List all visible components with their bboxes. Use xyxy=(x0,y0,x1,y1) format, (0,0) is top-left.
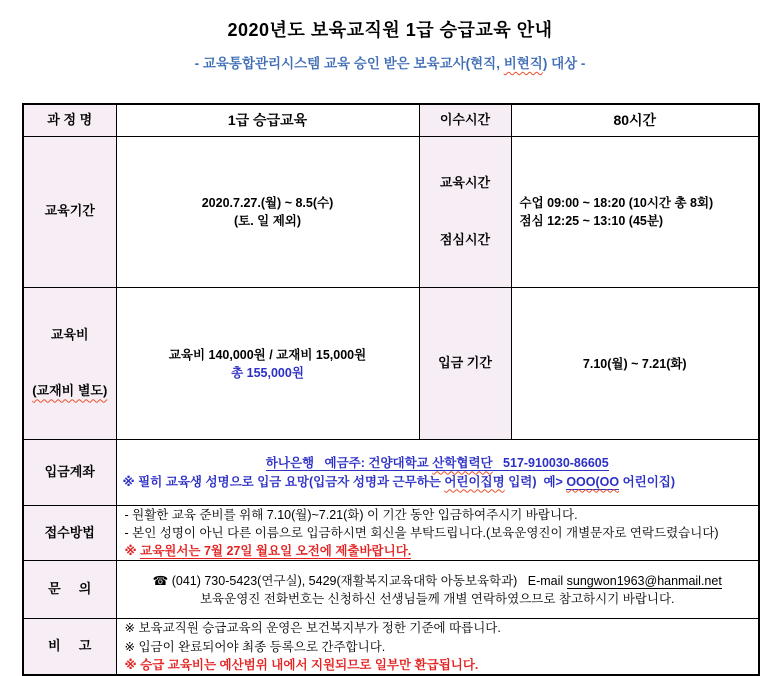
period-label: 교육기간 xyxy=(23,136,116,288)
account-label: 입금계좌 xyxy=(23,440,116,506)
inquiry-phone-email-line: ☎ (041) 730-5423(연구실), 5429(재활복지교육대학 아동보육학과) E-mail sungwon1963@hanmail.net xyxy=(152,573,722,588)
note-line-2: ※ 입금이 완료되어야 최종 등록으로 간주합니다. xyxy=(124,639,386,654)
application-line-3: ※ 교육원서는 7월 27일 월요일 오전에 제출바랍니다. xyxy=(124,544,412,559)
period-value-line1: 2020.7.27.(월) ~ 8.5(수) xyxy=(201,195,334,210)
lunch-time: 점심 12:25 ~ 13:10 (45분) xyxy=(519,213,664,228)
row-course xyxy=(23,104,759,136)
row-period-times xyxy=(23,136,759,288)
fee-breakdown: 교육비 140,000원 / 교재비 15,000원 xyxy=(168,347,367,362)
fee-value xyxy=(116,288,419,440)
period-value-line2: (토. 일 제외) xyxy=(233,213,302,228)
class-time: 수업 09:00 ~ 18:20 (10시간 총 8회) xyxy=(519,195,714,210)
row-fee-deposit xyxy=(23,288,759,440)
inquiry-value xyxy=(116,561,759,619)
application-line-2: - 본인 성명이 아닌 다른 이름으로 입금하시면 회신을 부탁드립니다.(보육운영진이 개별문자로 연락드렸습니다) xyxy=(124,526,719,541)
times-label-line1: 교육시간 xyxy=(439,175,491,191)
times-value xyxy=(511,136,759,288)
deposit-period-label: 입금 기간 xyxy=(419,288,511,440)
deposit-instruction-line: ※ 필히 교육생 성명으로 입금 요망(입금자 성명과 근무하는 어린이집명 입력) 예> OOO(OO 어린이집) xyxy=(122,474,676,489)
hours-value: 80시간 xyxy=(511,104,759,136)
application-line-1: - 원활한 교육 준비를 위해 7.10(월)~7.21(화) 이 기간 동안 입금하여주시기 바랍니다. xyxy=(124,508,578,522)
note-value xyxy=(116,619,759,675)
note-line-3: ※ 승급 교육비는 예산범위 내에서 지원되므로 일부만 환급됩니다. xyxy=(124,657,479,672)
training-info-table xyxy=(22,103,760,676)
fee-label-line2: (교재비 별도) xyxy=(32,383,108,399)
note-line-1: ※ 보육교직원 승급교육의 운영은 보건복지부가 정한 기준에 따릅니다. xyxy=(124,621,501,636)
application-label: 접수방법 xyxy=(23,506,116,561)
inquiry-label: 문 의 xyxy=(23,561,116,619)
fee-label-line1: 교육비 xyxy=(50,326,89,342)
times-label-line2: 점심시간 xyxy=(439,231,491,247)
inquiry-notice-line: 보육운영진 전화번호는 신청하신 선생님들께 개별 연락하였으므로 참고하시기 바랍니다. xyxy=(199,591,675,606)
course-label: 과 정 명 xyxy=(23,104,116,136)
page-subtitle: - 교육통합관리시스템 교육 승인 받은 보육교사(현직, 비현직) 대상 - xyxy=(194,56,586,71)
note-label: 비 고 xyxy=(23,619,116,675)
times-label xyxy=(419,136,511,288)
application-value xyxy=(116,506,759,561)
hours-label: 이수시간 xyxy=(419,104,511,136)
row-inquiry xyxy=(23,561,759,619)
bank-account-line: 하나은행 예금주: 건양대학교 산학협력단 517-910030-86605 xyxy=(265,456,609,471)
period-value xyxy=(116,136,419,288)
page-title: 2020년도 보육교직원 1급 승급교육 안내 xyxy=(227,20,553,40)
fee-label xyxy=(23,288,116,440)
deposit-period-value: 7.10(월) ~ 7.21(화) xyxy=(511,288,759,440)
row-note xyxy=(23,619,759,675)
row-application xyxy=(23,506,759,561)
fee-total: 총 155,000원 xyxy=(231,365,304,380)
course-value: 1급 승급교육 xyxy=(116,104,419,136)
